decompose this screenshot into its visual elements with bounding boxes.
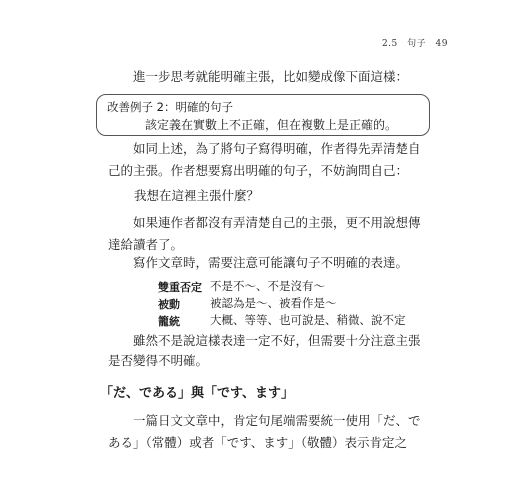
term-value-vague: 大概、等等、也可說是、稍微、說不定 (210, 313, 406, 327)
paragraph-clarity-line1: 如同上述，為了將句子寫得明確，作者得先弄清楚自 (133, 141, 421, 156)
term-value-passive: 被認為是〜、被看作是〜 (210, 296, 337, 310)
header-page-number: 49 (435, 39, 448, 49)
paragraph-japanese-line1: 一篇日文文章中，肯定句尾端需要統一使用「だ、で (133, 413, 421, 428)
paragraph-author-line2: 達給讀者了。 (108, 237, 184, 252)
example-body: 該定義在實數上不正確，但在複數上是正確的。 (145, 118, 398, 132)
paragraph-clarity-line2: 己的主張。作者想要寫出明確的句子，不妨詢問自己： (108, 163, 409, 178)
term-label-passive: 被動 (158, 298, 180, 311)
self-question: 我想在這裡主張什麼？ (134, 188, 260, 203)
example-box (96, 94, 430, 136)
header-chapter-title: 句子 (407, 39, 427, 49)
example-title: 改善例子 2：明確的句子 (107, 100, 233, 114)
header-section-number: 2.5 (381, 39, 398, 49)
term-value-double-negative: 不是不〜、不是沒有〜 (210, 279, 325, 293)
paragraph-note-line1: 雖然不是說這樣表達一定不好，但需要十分注意主張 (133, 333, 421, 348)
paragraph-japanese-line2: ある」（常體）或者「です、ます」（敬體）表示肯定之 (108, 435, 408, 450)
paragraph-author-line1: 如果連作者都沒有弄清楚自己的主張，更不用說想傳 (133, 215, 421, 230)
term-label-double-negative: 雙重否定 (158, 281, 202, 294)
term-label-vague: 籠統 (158, 315, 180, 328)
section-heading: 「だ、である」與「です、ます」 (100, 386, 294, 401)
paragraph-note-line2: 是否變得不明確。 (108, 353, 209, 368)
paragraph-caution: 寫作文章時，需要注意可能讓句子不明確的表達。 (133, 255, 409, 270)
paragraph-intro: 進一步思考就能明確主張，比如變成像下面這樣： (133, 69, 409, 84)
running-header (376, 36, 448, 49)
